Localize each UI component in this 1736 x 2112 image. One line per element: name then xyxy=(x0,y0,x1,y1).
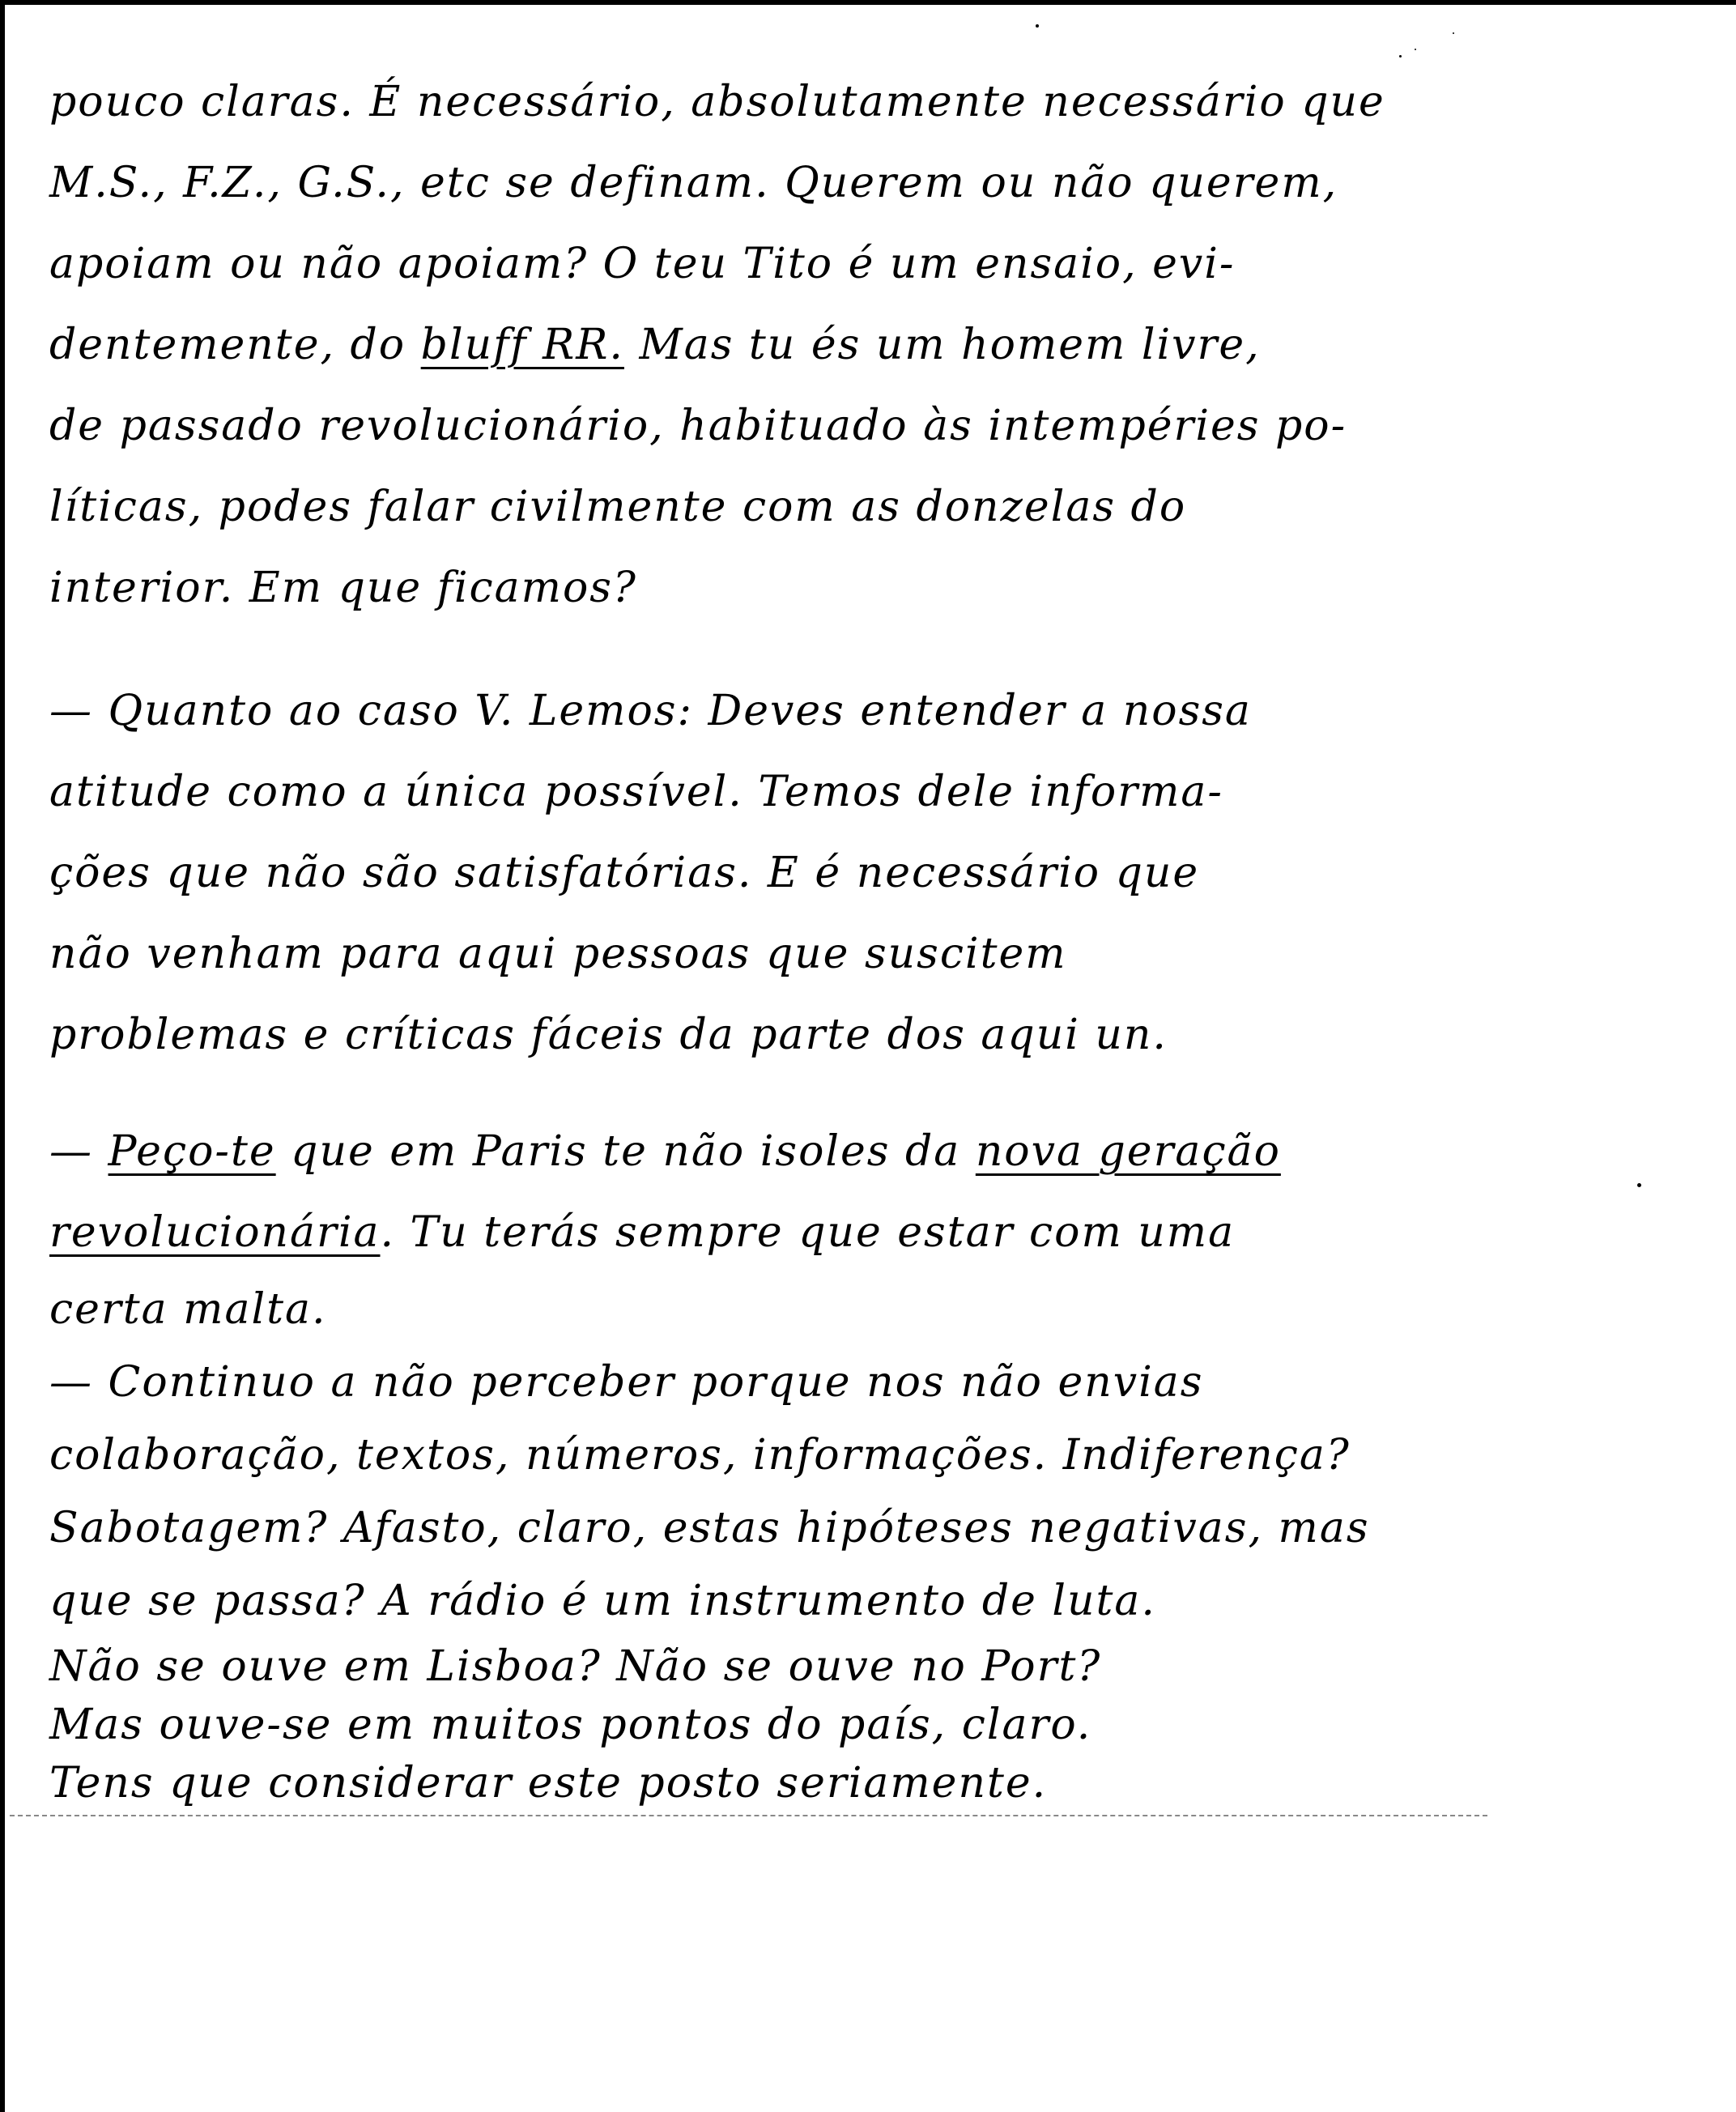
letter-line-21: Mas ouve-se em muitos pontos do país, claro. xyxy=(49,1701,1092,1749)
paragraph-gap xyxy=(49,1075,1491,1111)
letter-line-9: atitude como a única possível. Temos dele informa- xyxy=(49,768,1223,816)
page-edge-line xyxy=(10,1815,1487,1816)
scan-speck xyxy=(1036,24,1039,28)
letter-line-13 xyxy=(49,1111,1491,1192)
letter-line-7: interior. Em que ficamos? xyxy=(49,564,637,612)
letter-line-15: certa malta. xyxy=(49,1285,327,1334)
letter-line-12: problemas e críticas fáceis da parte dos aqui un. xyxy=(49,1011,1168,1059)
scan-speck xyxy=(1637,1183,1641,1187)
underlined-revolucionaria: revolucionária xyxy=(49,1208,381,1257)
letter-line-11: não venham para aqui pessoas que suscitem xyxy=(49,930,1067,978)
letter-line-14-end: . Tu terás sempre que estar com uma xyxy=(380,1208,1236,1257)
letter-line-4-end: Mas tu és um homem livre, xyxy=(639,321,1261,369)
letter-line-6: líticas, podes falar civilmente com as donzelas do xyxy=(49,483,1187,531)
letter-line-22: Tens que considerar este posto seriamente. xyxy=(49,1759,1048,1808)
letter-line-20: Não se ouve em Lisboa? Não se ouve no Port? xyxy=(49,1642,1102,1691)
scan-speck xyxy=(1399,55,1402,57)
letter-line-10: ções que não são satisfatórias. E é necessário que xyxy=(49,849,1200,897)
letter-line-19: que se passa? A rádio é um instrumento de luta. xyxy=(49,1577,1156,1625)
letter-line-16: — Continuo a não perceber porque nos não envias xyxy=(49,1358,1204,1407)
scan-speck xyxy=(1453,32,1454,34)
handwritten-letter-body xyxy=(49,62,1491,1812)
underlined-peco-te: Peço-te xyxy=(108,1127,276,1176)
letter-line-5: de passado revolucionário, habituado às intempéries po- xyxy=(49,402,1347,450)
letter-line-17: colaboração, textos, números, informações. Indiferença? xyxy=(49,1431,1351,1480)
dash: — xyxy=(49,1127,108,1176)
letter-line-18: Sabotagem? Afasto, claro, estas hipóteses negativas, mas xyxy=(49,1504,1370,1552)
letter-line-3: apoiam ou não apoiam? O teu Tito é um ensaio, evi- xyxy=(49,240,1236,288)
scan-speck xyxy=(1415,49,1416,50)
underlined-bluff: bluff RR. xyxy=(420,321,624,369)
letter-line-4 xyxy=(49,304,1491,385)
letter-line-13-middle: que em Paris te não isoles da xyxy=(275,1127,976,1176)
letter-line-4-start: dentemente, do xyxy=(49,321,406,369)
letter-line-1: pouco claras. É necessário, absolutamente necessário que xyxy=(49,78,1385,126)
letter-line-8: — Quanto ao caso V. Lemos: Deves entender a nossa xyxy=(49,687,1252,735)
letter-line-2: M.S., F.Z., G.S., etc se definam. Querem ou não querem, xyxy=(49,159,1338,207)
letter-line-14 xyxy=(49,1192,1491,1273)
paragraph-gap xyxy=(49,628,1491,671)
underlined-nova-geracao: nova geração xyxy=(975,1127,1281,1176)
